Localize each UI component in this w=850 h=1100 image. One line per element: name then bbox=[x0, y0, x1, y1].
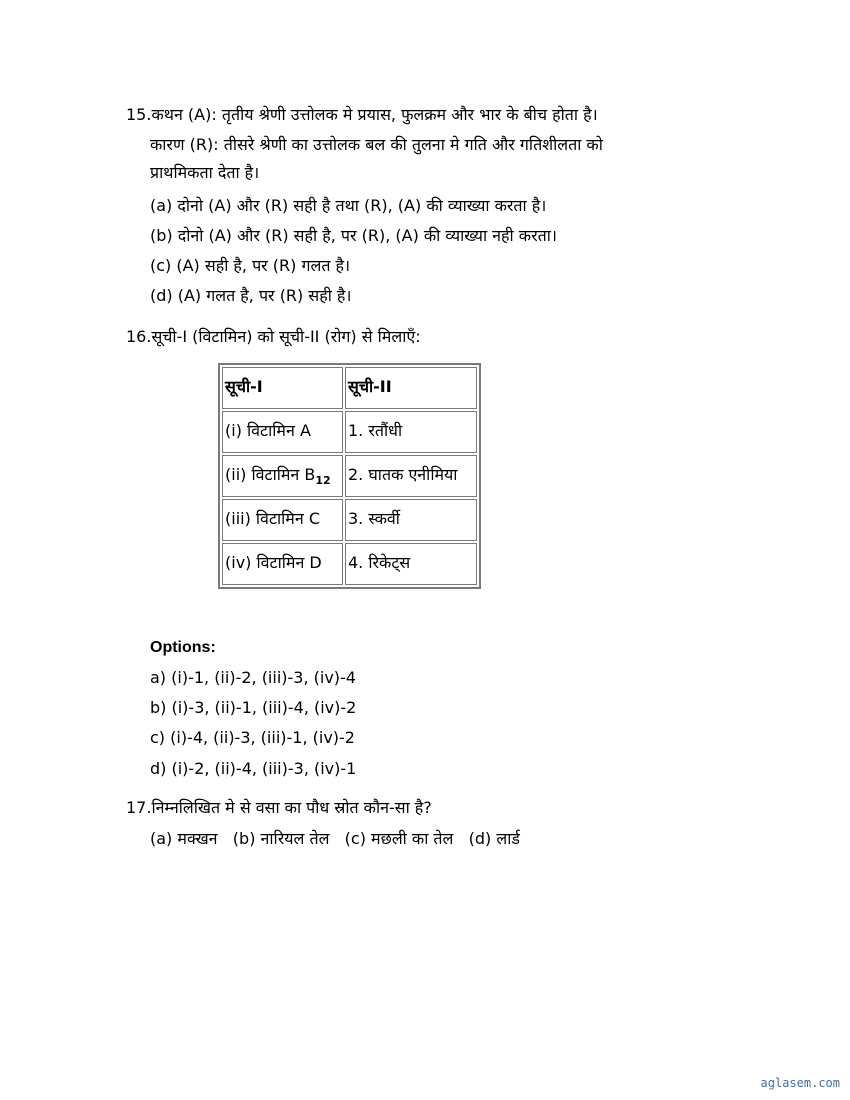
table-cell-disease: 3. स्कर्वी bbox=[345, 499, 477, 541]
q16-stem: 16.सूची-I (विटामिन) को सूची-II (रोग) से मिलाएँ: bbox=[126, 327, 421, 346]
q16-option-a: a) (i)-1, (ii)-2, (iii)-3, (iv)-4 bbox=[150, 668, 356, 687]
table-row bbox=[222, 455, 477, 497]
table-header-list2: सूची-II bbox=[345, 367, 477, 409]
table-header-list1: सूची-I bbox=[222, 367, 343, 409]
table-row bbox=[222, 543, 477, 585]
table-header-row bbox=[222, 367, 477, 409]
table-cell-vitamin: (i) विटामिन A bbox=[222, 411, 343, 453]
q15-option-d: (d) (A) गलत है, पर (R) सही है। bbox=[150, 286, 352, 305]
table-row bbox=[222, 411, 477, 453]
q16-option-b: b) (i)-3, (ii)-1, (iii)-4, (iv)-2 bbox=[150, 698, 357, 717]
q15-option-c: (c) (A) सही है, पर (R) गलत है। bbox=[150, 256, 351, 275]
q16-option-d: d) (i)-2, (ii)-4, (iii)-3, (iv)-1 bbox=[150, 759, 357, 778]
table-cell-disease: 2. घातक एनीमिया bbox=[345, 455, 477, 497]
q15-reason-line1: कारण (R): तीसरे श्रेणी का उत्तोलक बल की तुलना मे गति और गतिशीलता को bbox=[150, 135, 603, 154]
table-cell-vitamin: (iii) विटामिन C bbox=[222, 499, 343, 541]
match-table bbox=[218, 363, 481, 589]
table-cell-vitamin: (iv) विटामिन D bbox=[222, 543, 343, 585]
q15-option-a: (a) दोनो (A) और (R) सही है तथा (R), (A) की व्याख्या करता है। bbox=[150, 196, 547, 215]
q15-statement: 15.कथन (A): तृतीय श्रेणी उत्तोलक मे प्रयास, फुलक्रम और भार के बीच होता है। bbox=[126, 105, 598, 124]
table-row bbox=[222, 499, 477, 541]
site-watermark-link[interactable]: aglasem.com bbox=[760, 1076, 840, 1090]
table-cell-vitamin bbox=[222, 455, 343, 497]
options-heading: Options: bbox=[150, 639, 216, 656]
q15-option-b: (b) दोनो (A) और (R) सही है, पर (R), (A) की व्याख्या नही करता। bbox=[150, 226, 557, 245]
q17-options: (a) मक्खन (b) नारियल तेल (c) मछली का तेल (d) लार्ड bbox=[150, 829, 520, 848]
table-cell-disease: 1. रतौंधी bbox=[345, 411, 477, 453]
q15-reason-line2: प्राथमिकता देता है। bbox=[150, 163, 260, 182]
vitamin-b-subscript: 12 bbox=[315, 474, 331, 488]
q17-stem: 17.निम्नलिखित मे से वसा का पौध स्रोत कौन-सा है? bbox=[126, 798, 432, 817]
vitamin-b-label: (ii) विटामिन B bbox=[225, 465, 316, 484]
table-cell-disease: 4. रिकेट्स bbox=[345, 543, 477, 585]
q16-option-c: c) (i)-4, (ii)-3, (iii)-1, (iv)-2 bbox=[150, 728, 355, 747]
